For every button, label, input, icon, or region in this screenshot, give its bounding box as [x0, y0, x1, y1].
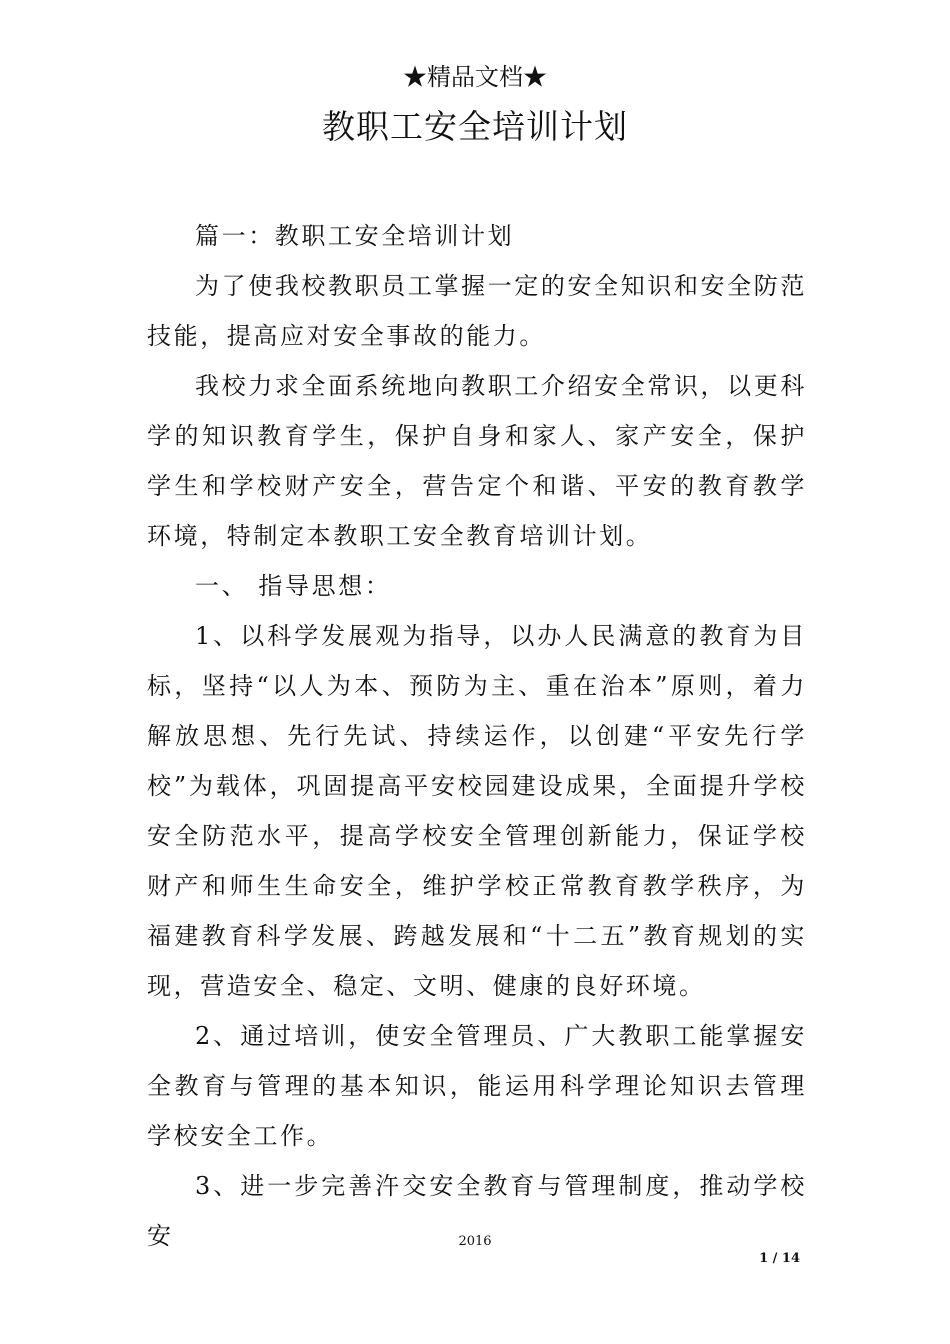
section-heading: 篇一：教职工安全培训计划: [195, 222, 515, 250]
paragraph: 2、通过培训，使安全管理员、广大教职工能掌握安全教育与管理的基本知识，能运用科学理论知识去管理学校安全工作。: [147, 1022, 807, 1150]
paragraph: 我校力求全面系统地向教职工介绍安全常识，以更科学的知识教育学生，保护自身和家人、家产安全，保护学生和学校财产安全，营告定个和谐、平安的教育教学环境，特制定本教职工安全教育培训计划。: [147, 372, 807, 550]
paragraph: 1、以科学发展观为指导，以办人民满意的教育为目标，坚持“以人为本、预防为主、重在治本”原则，着力解放思想、先行先试、持续运作，以创建“平安先行学校”为载体，巩固提高平安校园建设成果，全面提升学校安全防范水平，提高学校安全管理创新能力，保证学校财产和师生生命安全，维护学校正常教育教学秩序，为福建教育科学发展、跨越发展和“十二五”教育规划的实现，营造安全、稳定、文明、健康的良好环境。: [147, 622, 807, 1000]
document-title: 教职工安全培训计划: [322, 107, 628, 146]
footer-year: 2016: [458, 1234, 492, 1249]
document-body: [147, 211, 807, 1261]
section-heading: 一、 指导思想：: [195, 572, 392, 600]
page-number: 1 / 14: [759, 1251, 800, 1266]
paragraph: 为了使我校教职员工掌握一定的安全知识和安全防范技能，提高应对安全事故的能力。: [147, 272, 807, 350]
paragraph: 3、进一步完善汻交安全教育与管理制度，推动学校安: [147, 1172, 807, 1250]
header-mark: ★精品文档★: [403, 63, 547, 91]
